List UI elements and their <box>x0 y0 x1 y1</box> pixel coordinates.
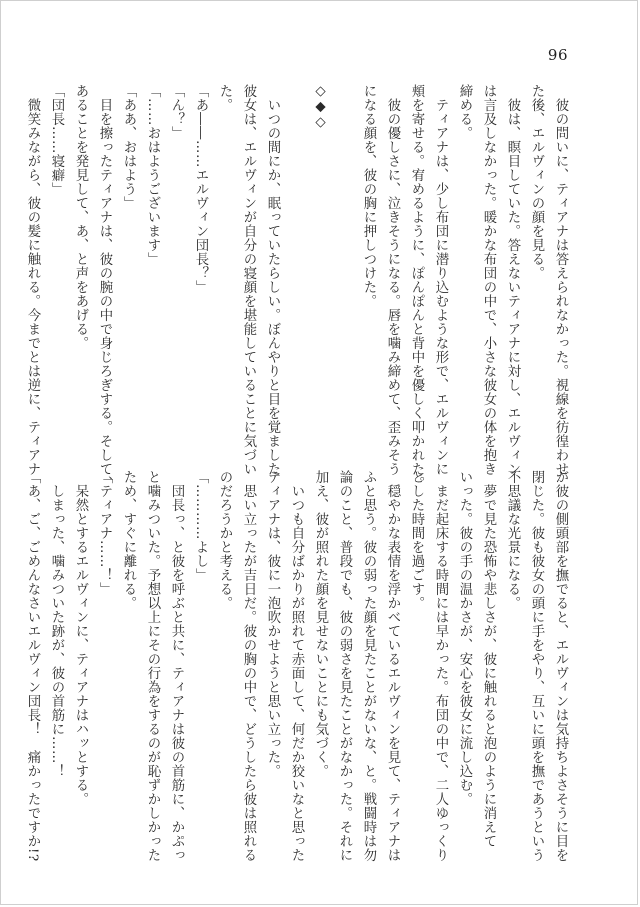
lower-text-line: 思い立ったが吉日だ。彼の胸の中で、どうしたら彼は照れる <box>241 470 256 862</box>
upper-text-line: 彼女は、エルヴィンが自分の寝顔を堪能していることに気づい <box>241 84 256 476</box>
upper-text-line: た後、エルヴィンの顔を見る。 <box>529 84 544 280</box>
lower-text-line: まだ起床する時間には早かった。布団の中で、二人ゆっくり <box>433 470 448 862</box>
upper-text-line: あることを発見して、あ、と声をあげる。 <box>73 84 88 350</box>
upper-text-line: 彼の問いに、ティアナは答えられなかった。視線を彷徨わせ <box>553 84 568 476</box>
lower-text-line: 呆然とするエルヴィンに、ティアナはハッとする。 <box>73 470 88 806</box>
upper-text-line: 締める。 <box>457 84 472 140</box>
lower-text-line: ふと思う。彼の弱った顔を見たことがないな、と。戦闘時は勿 <box>361 470 376 862</box>
lower-text-line: のだろうかと考える。 <box>217 470 232 610</box>
upper-text-line: 「団長……寝癖」 <box>49 84 64 196</box>
lower-text-line: 「…………よし」 <box>193 470 208 582</box>
lower-text-line: いつも自分ばかりが照れて赤面して、何だか狡いなと思った <box>289 470 304 862</box>
lower-text-line: いった。彼の手の温かさが、安心を彼女に流し込む。 <box>457 470 472 806</box>
upper-text-line: ティアナは、少し布団に潜り込むような形で、エルヴィンに <box>433 84 448 476</box>
upper-text-line: 彼の優しさに、泣きそうになる。唇を噛み締めて、歪みそう <box>385 84 400 476</box>
lower-text-line: 「ティアナ……！」 <box>97 470 112 596</box>
upper-text-line: た。 <box>217 84 232 112</box>
upper-text-line: 「あ――……エルヴィン団長？」 <box>193 84 208 294</box>
lower-text-line: と噛みついた。予想以上にその行為をするのが恥ずかしかった <box>145 470 160 862</box>
page-number: 96 <box>547 46 568 64</box>
upper-text-line: いつの間にか、眠っていたらしい。ぼんやりと目を覚ました <box>265 84 280 476</box>
upper-text-block <box>25 84 572 490</box>
upper-text-line: は言及しなかった。暖かな布団の中で、小さな彼女の体を抱き <box>481 84 496 476</box>
upper-text-line: 目を擦ったティアナは、彼の腕の中で身じろぎする。そして、 <box>97 84 112 490</box>
upper-text-line: 「ああ、おはよう」 <box>121 84 136 210</box>
upper-text-line: 頬を寄せる。宥めるように、ぽんぽんと背中を優しく叩かれた。 <box>409 84 424 490</box>
upper-text-line: ◇◆◇ <box>313 84 328 131</box>
upper-text-line: 「……おはようございます」 <box>145 84 160 266</box>
lower-text-line: 加え、彼が照れた顔を見せないことにも気づく。 <box>313 470 328 778</box>
lower-text-line: 不思議な光景になる。 <box>505 470 520 610</box>
lower-text-line: 「あ、ご、ごめんなさいエルヴィン団長！ 痛かったですか!? <box>25 470 40 862</box>
upper-text-line: 彼は、瞑目していた。答えないティアナに対し、エルヴィン <box>505 84 520 476</box>
upper-text-line <box>284 84 308 85</box>
lower-text-line: しまった、噛みついた跡が、彼の首筋に……！ <box>49 470 64 778</box>
upper-text-line: になる顔を、彼の胸に押しつけた。 <box>361 84 376 308</box>
lower-text-line: 穏やかな表情を浮かべているエルヴィンを見て、ティアナは <box>385 470 400 862</box>
lower-text-line: とした時間を過ごす。 <box>409 470 424 610</box>
lower-text-block <box>25 470 572 862</box>
lower-text-line: が彼の側頭部を撫でると、エルヴィンは気持ちよさそうに目を <box>553 470 568 862</box>
lower-text-line: 夢で見た恐怖や悲しさが、彼に触れると泡のように消えて <box>481 470 496 848</box>
upper-text-line: 「ん？」 <box>169 84 184 140</box>
upper-text-line <box>332 84 356 85</box>
lower-text-line: 団長っ、と彼を呼ぶと共に、ティアナは彼の首筋に、かぷっ <box>169 470 184 862</box>
upper-text-line: 微笑みながら、彼の髪に触れる。今までとは逆に、ティアナ <box>25 84 40 476</box>
lower-text-line: ティアナは、彼に一泡吹かせようと思い立った。 <box>265 470 280 778</box>
lower-text-line: 閉じた。彼も彼女の頭に手をやり、互いに頭を撫であうという <box>529 470 544 862</box>
lower-text-line: 論のこと、普段でも、彼の弱さを見たことがなかった。それに <box>337 470 352 862</box>
lower-text-line: ため、すぐに離れる。 <box>121 470 136 610</box>
